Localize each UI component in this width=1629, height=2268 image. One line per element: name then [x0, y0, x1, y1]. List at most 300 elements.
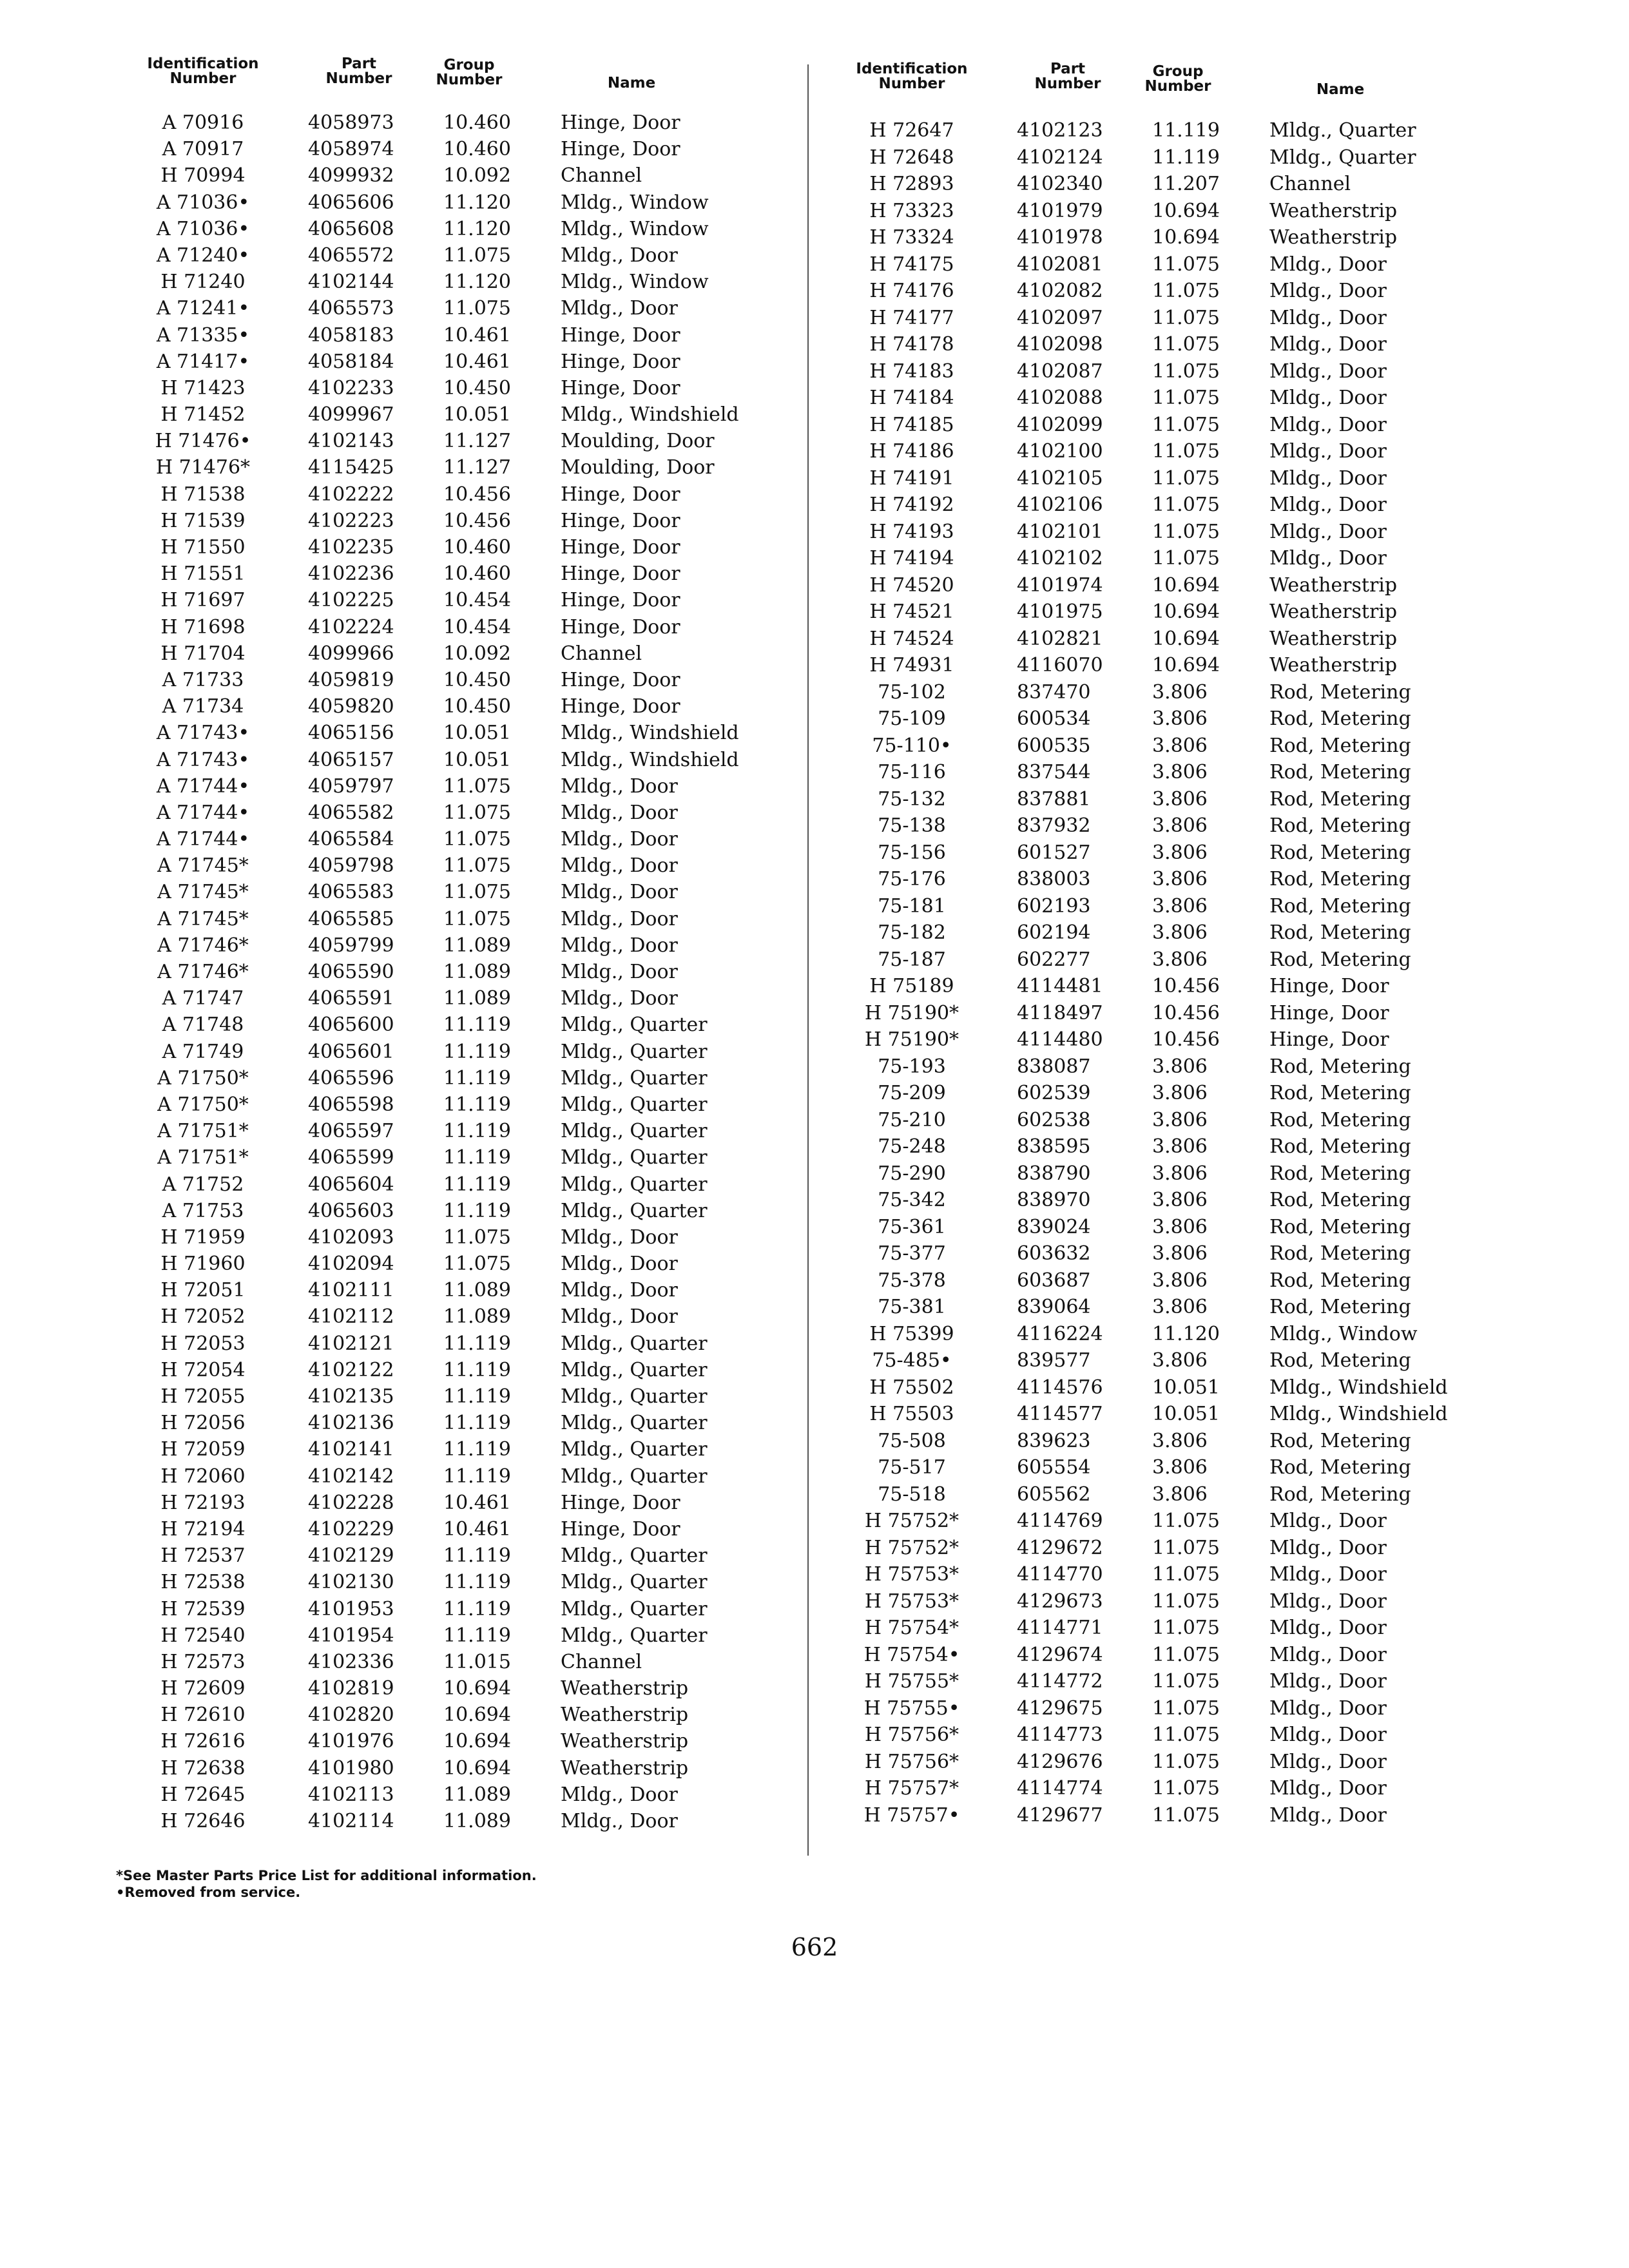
group-number: 3.806 [1152, 894, 1208, 918]
table-row [838, 973, 1501, 1000]
part-number: 4114773 [1017, 1724, 1103, 1746]
group-number: 11.075 [443, 297, 511, 320]
identification-number: H 74178 [869, 333, 954, 356]
table-row [129, 1755, 793, 1782]
identification-number: A 71743• [156, 722, 250, 745]
part-name: Weatherstrip [561, 1730, 689, 1753]
part-name: Mldg., Door [1269, 1803, 1387, 1827]
identification-number: H 71452 [160, 403, 246, 427]
identification-number: H 75502 [869, 1376, 954, 1399]
group-number: 3.806 [1152, 1242, 1208, 1265]
identification-number: 75-187 [878, 948, 946, 971]
part-name: Mldg., Quarter [561, 1571, 708, 1594]
identification-number: H 72610 [160, 1704, 246, 1727]
part-number: 4102102 [1017, 547, 1103, 570]
identification-number: H 74194 [869, 547, 954, 570]
identification-number: H 73324 [869, 226, 954, 249]
header-identification-line1: Identification [147, 55, 259, 72]
part-name: Mldg., Door [561, 854, 678, 878]
part-number: 4065590 [308, 961, 394, 983]
table-row [129, 295, 793, 322]
identification-number: H 75190* [864, 1001, 959, 1024]
table-row [838, 1481, 1501, 1508]
group-number: 10.456 [443, 483, 511, 506]
identification-number: H 74191 [869, 466, 954, 490]
identification-number: H 75752* [864, 1510, 959, 1532]
part-number: 4114774 [1017, 1777, 1103, 1800]
identification-number: H 75755• [863, 1696, 960, 1720]
part-name: Mldg., Door [1269, 1696, 1387, 1720]
group-number: 11.119 [443, 1412, 511, 1435]
part-number: 4065156 [308, 722, 394, 745]
group-number: 3.806 [1152, 921, 1208, 944]
part-number: 4114576 [1017, 1376, 1103, 1399]
group-number: 10.461 [443, 350, 511, 373]
part-name: Hinge, Door [561, 695, 680, 718]
header-part-number [298, 57, 420, 86]
part-number: 838595 [1017, 1135, 1091, 1158]
part-name: Mldg., Quarter [561, 1199, 708, 1222]
table-row [129, 1410, 793, 1436]
identification-number: H 72059 [160, 1438, 246, 1461]
part-name: Mldg., Door [561, 1305, 678, 1329]
identification-number: A 71751* [157, 1120, 249, 1143]
part-number: 4065596 [308, 1066, 394, 1090]
table-row [838, 1535, 1501, 1562]
part-number: 4065598 [308, 1093, 394, 1116]
footnote-removed: •Removed from service. [116, 1885, 301, 1900]
part-name: Mldg., Quarter [1269, 146, 1416, 169]
part-name: Hinge, Door [1269, 1028, 1389, 1051]
group-number: 11.119 [443, 1332, 511, 1355]
part-number: 838970 [1017, 1189, 1091, 1211]
table-row [838, 1374, 1501, 1401]
part-number: 603632 [1017, 1242, 1091, 1265]
table-row [838, 171, 1501, 198]
group-number: 11.075 [1152, 1750, 1220, 1773]
table-row [129, 1198, 793, 1224]
part-name: Mldg., Windshield [561, 748, 739, 771]
part-name: Mldg., Quarter [561, 1412, 708, 1435]
part-name: Mldg., Door [561, 1253, 678, 1276]
part-name: Mldg., Door [1269, 494, 1387, 516]
part-name: Mldg., Quarter [561, 1146, 708, 1169]
part-number: 4099932 [308, 164, 394, 187]
identification-number: H 74520 [869, 573, 954, 597]
part-number: 600535 [1017, 734, 1091, 757]
part-number: 4101976 [308, 1730, 394, 1753]
group-number: 11.075 [1152, 466, 1220, 490]
group-number: 10.051 [443, 722, 511, 745]
identification-number: H 75754• [863, 1643, 960, 1666]
part-number: 4114769 [1017, 1510, 1103, 1532]
group-number: 11.089 [443, 1810, 511, 1832]
part-number: 4129675 [1017, 1696, 1103, 1720]
group-number: 11.119 [443, 1597, 511, 1620]
identification-number: H 72646 [160, 1810, 246, 1832]
group-number: 10.051 [443, 403, 511, 427]
group-number: 11.119 [443, 1146, 511, 1169]
identification-number: H 75753* [864, 1590, 959, 1613]
group-number: 3.806 [1152, 1108, 1208, 1131]
group-number: 11.119 [443, 1014, 511, 1037]
part-number: 4065157 [308, 748, 394, 771]
part-name: Weatherstrip [561, 1677, 689, 1700]
part-number: 4102821 [1017, 627, 1103, 650]
part-number: 603687 [1017, 1269, 1091, 1292]
table-row [838, 198, 1501, 225]
identification-number: 75-176 [878, 868, 946, 890]
part-number: 602194 [1017, 921, 1091, 944]
identification-number: H 72609 [160, 1677, 246, 1700]
identification-number: H 75757* [864, 1777, 959, 1800]
table-row [129, 1702, 793, 1728]
part-name: Mldg., Windshield [1269, 1376, 1448, 1399]
identification-number: 75-290 [878, 1162, 946, 1185]
part-number: 4065599 [308, 1146, 394, 1169]
part-name: Mldg., Door [561, 828, 678, 851]
table-row [838, 1214, 1501, 1241]
identification-number: H 72060 [160, 1465, 246, 1488]
identification-number: A 71750* [157, 1093, 249, 1116]
group-number: 10.694 [1152, 627, 1220, 650]
page-number: 662 [791, 1933, 838, 1961]
group-number: 11.119 [443, 1438, 511, 1461]
identification-number: A 71745* [157, 907, 249, 930]
part-number: 839623 [1017, 1429, 1091, 1452]
left-table-body [129, 110, 793, 1834]
table-row [129, 693, 793, 720]
table-row [129, 720, 793, 746]
part-name: Rod, Metering [1269, 680, 1411, 704]
table-row [129, 1039, 793, 1065]
group-number: 10.694 [1152, 199, 1220, 222]
group-number: 11.075 [1152, 547, 1220, 570]
part-name: Rod, Metering [1269, 707, 1411, 730]
identification-number: 75-132 [878, 787, 946, 811]
identification-number: A 71745* [157, 854, 249, 878]
part-number: 4102135 [308, 1385, 394, 1408]
group-number: 11.075 [1152, 520, 1220, 543]
identification-number: H 72194 [160, 1517, 246, 1541]
part-number: 4102130 [308, 1571, 394, 1594]
part-name: Mldg., Door [561, 961, 678, 983]
identification-number: A 71746* [157, 934, 249, 957]
table-row [129, 985, 793, 1012]
table-row [129, 826, 793, 852]
table-row [838, 572, 1501, 599]
table-row [838, 812, 1501, 840]
part-name: Rod, Metering [1269, 841, 1411, 864]
identification-number: H 75756* [864, 1750, 959, 1773]
header-group-number [424, 58, 514, 88]
group-number: 3.806 [1152, 1456, 1208, 1479]
table-row [129, 508, 793, 534]
table-row [129, 1436, 793, 1463]
table-row [129, 852, 793, 879]
group-number: 10.450 [443, 376, 511, 399]
group-number: 10.450 [443, 695, 511, 718]
part-number: 4101975 [1017, 601, 1103, 623]
table-row [129, 959, 793, 985]
table-row [838, 1775, 1501, 1802]
part-name: Mldg., Quarter [561, 1332, 708, 1355]
part-name: Channel [1269, 173, 1351, 195]
identification-number: 75-210 [878, 1108, 946, 1131]
group-number: 11.075 [443, 1225, 511, 1249]
table-row [129, 1490, 793, 1516]
group-number: 11.075 [443, 881, 511, 904]
part-number: 4114772 [1017, 1670, 1103, 1693]
part-name: Mldg., Door [1269, 280, 1387, 302]
identification-number: 75-485• [872, 1349, 952, 1372]
part-number: 837932 [1017, 814, 1091, 837]
table-row [838, 1026, 1501, 1053]
identification-number: H 72193 [160, 1491, 246, 1514]
part-name: Hinge, Door [561, 323, 680, 347]
group-number: 10.694 [1152, 654, 1220, 677]
part-name: Mldg., Quarter [1269, 119, 1416, 142]
part-name: Mldg., Window [561, 191, 709, 214]
group-number: 3.806 [1152, 1296, 1208, 1318]
identification-number: H 74175 [869, 253, 954, 276]
part-number: 4102106 [1017, 494, 1103, 516]
table-row [838, 545, 1501, 572]
identification-number: A 71746* [157, 961, 249, 983]
part-name: Rod, Metering [1269, 1135, 1411, 1158]
group-number: 11.119 [443, 1465, 511, 1488]
identification-number: 75-109 [878, 707, 946, 730]
table-row [129, 667, 793, 693]
table-row [129, 1171, 793, 1198]
table-row [838, 1802, 1501, 1829]
identification-number: A 71417• [156, 350, 250, 373]
part-number: 600534 [1017, 707, 1091, 730]
part-name: Hinge, Door [561, 615, 680, 639]
identification-number: 75-182 [878, 921, 946, 944]
group-number: 10.051 [1152, 1403, 1220, 1425]
group-number: 10.456 [1152, 1001, 1220, 1024]
table-row [838, 1428, 1501, 1455]
group-number: 10.461 [443, 1517, 511, 1541]
table-row [129, 1596, 793, 1622]
header-group-line2: Number [1144, 78, 1211, 95]
part-number: 4099967 [308, 403, 394, 427]
part-number: 4102142 [308, 1465, 394, 1488]
part-number: 4102233 [308, 376, 394, 399]
table-row [838, 759, 1501, 786]
table-row [129, 561, 793, 587]
identification-number: H 75189 [869, 975, 954, 997]
identification-number: H 71551 [160, 562, 246, 586]
part-name: Mldg., Quarter [561, 1438, 708, 1461]
part-name: Mldg., Door [561, 801, 678, 824]
group-number: 10.461 [443, 323, 511, 347]
table-row [129, 1516, 793, 1542]
identification-number: A 71733 [162, 668, 244, 691]
group-number: 11.075 [1152, 280, 1220, 302]
part-name: Rod, Metering [1269, 868, 1411, 890]
identification-number: H 72054 [160, 1358, 246, 1381]
identification-number: H 74176 [869, 280, 954, 302]
identification-number: 75-102 [878, 680, 946, 704]
part-name: Mldg., Door [561, 774, 678, 798]
identification-number: H 74184 [869, 387, 954, 409]
table-row [129, 773, 793, 800]
identification-number: H 74521 [869, 601, 954, 623]
table-row [838, 519, 1501, 546]
table-row [838, 840, 1501, 867]
group-number: 10.694 [1152, 573, 1220, 597]
identification-number: A 71036• [156, 191, 250, 214]
table-row [129, 1622, 793, 1649]
group-number: 11.119 [443, 1173, 511, 1196]
identification-number: H 71476* [155, 456, 251, 479]
group-number: 11.119 [1152, 119, 1220, 142]
group-number: 11.119 [443, 1358, 511, 1381]
part-name: Mldg., Quarter [561, 1066, 708, 1090]
right-parts-table [838, 52, 1501, 1829]
part-number: 4058973 [308, 111, 394, 134]
part-name: Hinge, Door [561, 589, 680, 612]
part-number: 4118497 [1017, 1001, 1103, 1024]
identification-number: H 73323 [869, 199, 954, 222]
part-number: 4102111 [308, 1279, 394, 1302]
table-row [838, 385, 1501, 412]
table-row [129, 534, 793, 561]
group-number: 3.806 [1152, 1189, 1208, 1211]
part-name: Mldg., Door [1269, 1643, 1387, 1666]
identification-number: H 74177 [869, 306, 954, 329]
part-number: 4065572 [308, 244, 394, 267]
table-row [838, 652, 1501, 679]
part-number: 4114771 [1017, 1617, 1103, 1639]
part-name: Hinge, Door [1269, 975, 1389, 997]
header-name: Name [607, 75, 656, 91]
part-number: 4102225 [308, 589, 394, 612]
part-name: Rod, Metering [1269, 1269, 1411, 1292]
group-number: 11.119 [443, 1571, 511, 1594]
part-number: 4129677 [1017, 1803, 1103, 1827]
group-number: 3.806 [1152, 1055, 1208, 1078]
group-number: 10.456 [1152, 975, 1220, 997]
identification-number: A 71744• [156, 828, 250, 851]
table-row [129, 1012, 793, 1038]
part-name: Mldg., Window [561, 217, 709, 240]
part-number: 839064 [1017, 1296, 1091, 1318]
part-number: 602538 [1017, 1108, 1091, 1131]
identification-number: 75-248 [878, 1135, 946, 1158]
part-name: Rod, Metering [1269, 1108, 1411, 1131]
group-number: 11.207 [1152, 173, 1220, 195]
part-number: 4102124 [1017, 146, 1103, 169]
part-name: Rod, Metering [1269, 814, 1411, 837]
group-number: 3.806 [1152, 1269, 1208, 1292]
identification-number: 75-518 [878, 1483, 946, 1506]
group-number: 3.806 [1152, 948, 1208, 971]
identification-number: A 71335• [156, 323, 250, 347]
group-number: 11.089 [443, 934, 511, 957]
table-row [129, 136, 793, 162]
group-number: 11.120 [443, 191, 511, 214]
part-name: Mldg., Door [561, 907, 678, 930]
left-parts-table [129, 52, 793, 1834]
identification-number: 75-381 [878, 1296, 946, 1318]
table-row [838, 492, 1501, 519]
part-number: 601527 [1017, 841, 1091, 864]
group-number: 3.806 [1152, 1483, 1208, 1506]
table-row [838, 117, 1501, 144]
identification-number: H 75755* [864, 1670, 959, 1693]
part-number: 4115425 [308, 456, 394, 479]
part-number: 4059797 [308, 774, 394, 798]
part-name: Weatherstrip [1269, 226, 1398, 249]
part-number: 4114481 [1017, 975, 1103, 997]
table-row [129, 189, 793, 216]
table-row [838, 251, 1501, 278]
part-number: 4102113 [308, 1783, 394, 1806]
part-number: 4102087 [1017, 360, 1103, 383]
table-row [838, 1642, 1501, 1669]
group-number: 10.456 [1152, 1028, 1220, 1051]
part-number: 4102224 [308, 615, 394, 639]
part-number: 4102099 [1017, 413, 1103, 436]
group-number: 11.075 [1152, 1510, 1220, 1532]
part-name: Mldg., Quarter [561, 1173, 708, 1196]
identification-number: 75-361 [878, 1215, 946, 1238]
part-number: 4102136 [308, 1412, 394, 1435]
part-number: 4101980 [308, 1756, 394, 1780]
group-number: 11.089 [443, 1783, 511, 1806]
table-row [838, 438, 1501, 465]
identification-number: A 71750* [157, 1066, 249, 1090]
part-number: 4101974 [1017, 573, 1103, 597]
header-identification-line1: Identification [856, 61, 968, 77]
part-name: Mldg., Door [561, 934, 678, 957]
table-row [129, 1303, 793, 1330]
part-number: 4059799 [308, 934, 394, 957]
part-number: 837470 [1017, 680, 1091, 704]
table-row [129, 1542, 793, 1569]
identification-number: H 75757• [863, 1803, 960, 1827]
header-part-line1: Part [1050, 61, 1086, 77]
identification-number: 75-181 [878, 894, 946, 918]
part-number: 4129672 [1017, 1536, 1103, 1559]
part-name: Mldg., Door [1269, 1563, 1387, 1586]
part-name: Mldg., Windshield [561, 722, 739, 745]
part-name: Mldg., Quarter [561, 1597, 708, 1620]
group-number: 11.075 [1152, 1536, 1220, 1559]
part-name: Channel [561, 1650, 642, 1673]
group-number: 3.806 [1152, 680, 1208, 704]
group-number: 3.806 [1152, 734, 1208, 757]
part-name: Mldg., Door [1269, 466, 1387, 490]
part-name: Moulding, Door [561, 456, 715, 479]
part-number: 605562 [1017, 1483, 1091, 1506]
table-row [129, 1118, 793, 1144]
header-part-line1: Part [341, 55, 377, 72]
table-row [838, 1508, 1501, 1535]
part-name: Hinge, Door [561, 1517, 680, 1541]
part-number: 4102082 [1017, 280, 1103, 302]
group-number: 10.454 [443, 589, 511, 612]
table-row [129, 322, 793, 349]
part-number: 4114770 [1017, 1563, 1103, 1586]
part-number: 4102228 [308, 1491, 394, 1514]
table-row [838, 1080, 1501, 1107]
table-row [838, 1133, 1501, 1160]
table-row [129, 1675, 793, 1702]
